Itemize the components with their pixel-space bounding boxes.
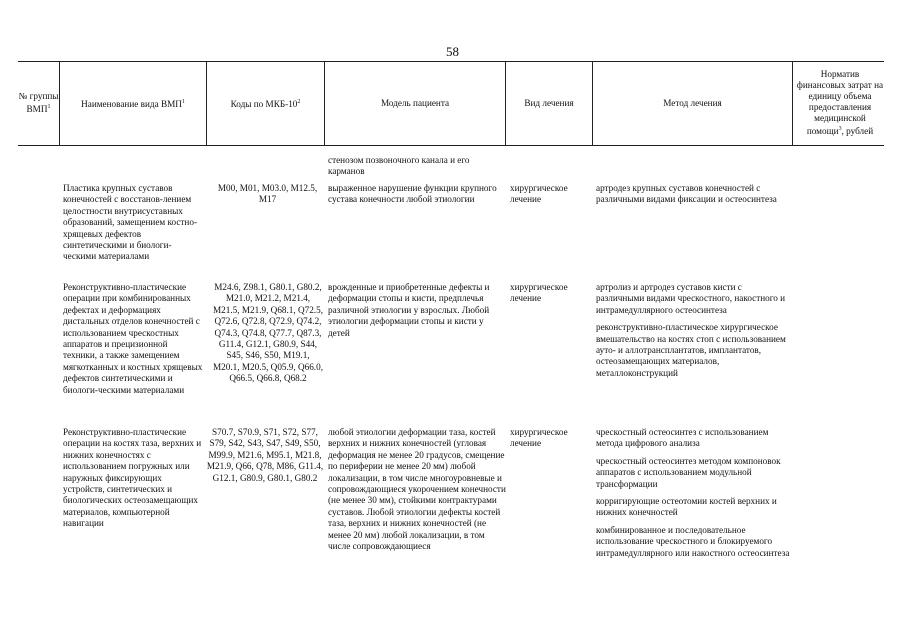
row2-name: Реконструктивно-пластические операции при комбинированных дефектах и деформациях дистальных отделов конечностей с использованием чрескостных аппаратов и прецизионной техники, а также замещением мягкотканных и костных хрящевых дефектов синтетическими и биологи-ческими материалами: [63, 282, 203, 395]
row3-method-2: корригирующие остеотомии костей верхних и нижних конечностей: [596, 496, 777, 518]
row2-method-0: артролиз и артродез суставов кисти с различными видами чрескостного, накостного и интрамедуллярного остеосинтеза: [596, 282, 786, 315]
header-icd-codes-sup: 2: [297, 98, 301, 105]
header-patient-model-text: Модель пациента: [380, 98, 450, 108]
row1-method-0: артродез крупных суставов конечностей с различными видами фиксации и остеосинтеза: [596, 183, 777, 205]
row0-model: [328, 155, 506, 178]
row1-model: [328, 183, 506, 206]
header-vmp-name-text: Наименование вида ВМП: [81, 99, 182, 110]
row2-model: [328, 282, 506, 339]
row1-name: Пластика крупных суставов конечностей с восстанов-лением целостности внутрисуставных образований, замещением костно-хрящевых дефектов синтетическими и биологи-ческими материалами: [63, 183, 198, 262]
header-icd-codes-text: Коды по МКБ-10: [230, 99, 298, 110]
header-patient-model: [325, 62, 505, 145]
row2-codes: M24.6, Z98.1, G80.1, G80.2, M21.0, M21.2, M21.4, M21.5, M21.9, Q68.1, Q72.5, Q72.6, Q72.8, Q72.9, Q74.2, Q74.3, Q74.8, Q77.7, Q87.3, G11.4, G12.1, G80.9, S44, S45, S46, S50, M19.1, M20.1, M20.5, Q05.9, Q66.0, Q66.5, Q66.8, Q68.2: [213, 282, 323, 384]
header-cost-norm-text: Норматив финансовых затрат на единицу объема предоставления медицинской помощи: [796, 69, 884, 137]
row3-method-1: чрескостный остеосинтез методом компоновок аппаратов с использованием модульной трансформации: [596, 455, 781, 489]
row1-methods: [596, 183, 792, 206]
row3-model: [328, 427, 506, 552]
header-group-number-text: № группы ВМП: [18, 91, 59, 115]
row2-methods: [596, 282, 792, 379]
header-treatment-type-text: Вид лечения: [524, 98, 574, 108]
header-treatment-type: [506, 62, 592, 145]
row3-codes: S70.7, S70.9, S71, S72, S77, S79, S42, S43, S47, S49, S50, M99.9, M21.6, M95.1, M21.8, M21.9, Q66, Q78, M86, G11.4, G12.1, G80.9, G80.1, G80.2: [206, 427, 324, 483]
header-cost-norm-unit: , рублей: [841, 126, 874, 137]
header-bottom-border: [18, 145, 884, 146]
row1-type: хирургическое лечение: [510, 183, 568, 205]
col-divider-6: [792, 61, 793, 145]
row1-model-text: выраженное нарушение функции крупного сустава конечности любой этиологии: [328, 183, 497, 205]
header-cost-norm: [796, 62, 884, 145]
header-vmp-name: [60, 62, 206, 145]
header-group-number: [18, 62, 59, 145]
row3-type: хирургическое лечение: [510, 427, 568, 449]
row3-method-0: чрескостный остеосинтез с использованием метода цифрового анализа: [596, 427, 769, 449]
row2-type: хирургическое лечение: [510, 282, 568, 304]
row1-codes: M00, M01, M03.0, M12.5, M17: [217, 183, 318, 205]
row3-name: Реконструктивно-пластические операции на костях таза, верхних и нижних конечностях с использованием погружных или наружных фиксирующих устройств, синтетических и биологических остеозамещающих материалов, компьютерной навигации: [63, 427, 202, 529]
row3-methods: [596, 427, 792, 559]
page-number: 58: [446, 44, 459, 59]
header-group-number-sup: 1: [47, 104, 51, 111]
header-treatment-method: [593, 62, 792, 145]
header-vmp-name-sup: 1: [181, 98, 185, 105]
header-cost-norm-sup: 3: [838, 126, 842, 133]
header-treatment-method-text: Метод лечения: [663, 98, 722, 108]
row2-model-text: врожденные и приобретенные дефекты и деформации стопы и кисти, предплечья различной этиологии у взрослых. Любой этиологии деформации стопы и кисти у детей: [328, 282, 490, 338]
header-icd-codes: [207, 62, 324, 145]
row2-method-1: реконструктивно-пластическое хирургическое вмешательство на костях стоп с использованием ауто- и аллотрансплантатов, имплантатов, остеозамещающих материалов, металлоконструкций: [596, 322, 786, 378]
row3-model-text: любой этиологии деформации таза, костей верхних и нижних конечностей (угловая деформация не менее 20 градусов, смещение по периферии не менее 20 мм) любой локализации, в том числе многоуровневые и сопровождающиеся укорочением конечности (не менее 30 мм), стойкими контрактурами суставов. Любой этиологии дефекты костей таза, верхних и нижних конечностей (не менее 20 мм) любой локализации, в том числе сопровождающиеся: [328, 427, 506, 552]
row0-model-text: стенозом позвоночного канала и его карманов: [328, 155, 470, 177]
row3-method-3: комбинированное и последовательное использование чрескостного и блокируемого интрамедуллярного или накостного остеосинтеза: [596, 524, 790, 558]
